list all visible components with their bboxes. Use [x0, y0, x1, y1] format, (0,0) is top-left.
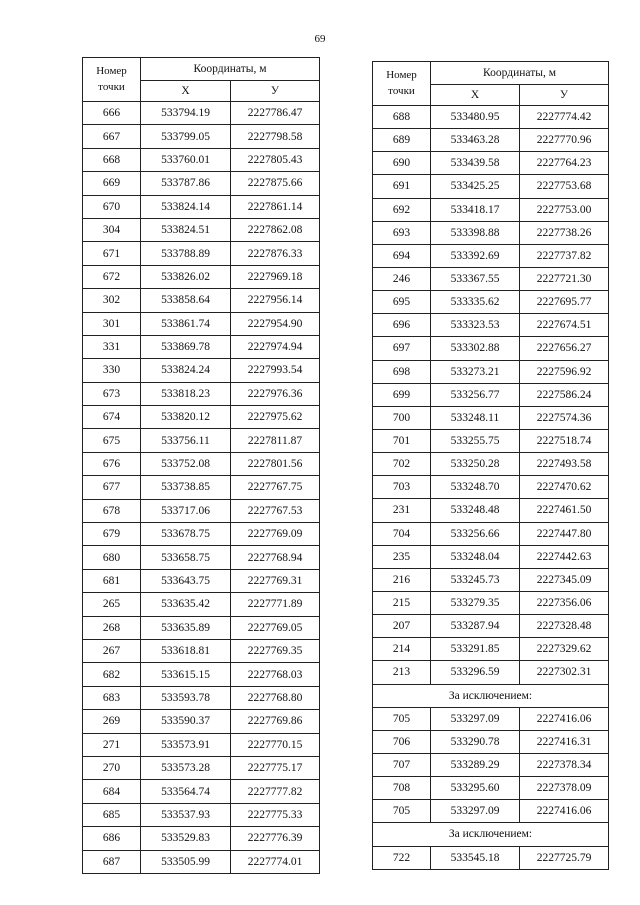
table-row — [83, 406, 320, 429]
cell-y: 2227378.34 — [520, 753, 609, 776]
cell-x: 533820.12 — [141, 406, 231, 429]
cell-x: 533752.08 — [141, 452, 231, 475]
cell-point-number: 688 — [373, 106, 431, 129]
table-row — [373, 800, 609, 823]
table-row — [373, 730, 609, 753]
cell-y: 2227737.82 — [520, 244, 609, 267]
cell-x: 533250.28 — [431, 453, 520, 476]
table-row — [83, 452, 320, 475]
table-row — [83, 827, 320, 850]
cell-point-number: 331 — [83, 335, 141, 358]
cell-y: 2227695.77 — [520, 291, 609, 314]
cell-y: 2227753.00 — [520, 198, 609, 221]
cell-x: 533537.93 — [141, 803, 231, 826]
cell-y: 2227976.36 — [231, 382, 320, 405]
cell-x: 533245.73 — [431, 568, 520, 591]
cell-y: 2227974.94 — [231, 335, 320, 358]
cell-x: 533824.51 — [141, 218, 231, 241]
cell-y: 2227774.42 — [520, 106, 609, 129]
cell-y: 2227771.89 — [231, 593, 320, 616]
table-row — [373, 337, 609, 360]
table-row — [373, 106, 609, 129]
cell-point-number: 689 — [373, 129, 431, 152]
cell-x: 533248.04 — [431, 545, 520, 568]
exclusion-note: За исключением: — [373, 684, 609, 707]
cell-y: 2227329.62 — [520, 638, 609, 661]
cell-y: 2227975.62 — [231, 406, 320, 429]
cell-point-number: 207 — [373, 615, 431, 638]
cell-x: 533248.48 — [431, 499, 520, 522]
cell-point-number: 683 — [83, 686, 141, 709]
table-row — [83, 218, 320, 241]
header-point-number-text: Номер точки — [96, 64, 127, 93]
header-point-number — [373, 62, 431, 106]
cell-x: 533794.19 — [141, 102, 231, 125]
cell-x: 533439.58 — [431, 152, 520, 175]
cell-point-number: 271 — [83, 733, 141, 756]
cell-x: 533367.55 — [431, 267, 520, 290]
cell-x: 533818.23 — [141, 382, 231, 405]
cell-point-number: 695 — [373, 291, 431, 314]
cell-y: 2227768.03 — [231, 663, 320, 686]
cell-point-number: 672 — [83, 265, 141, 288]
cell-x: 533392.69 — [431, 244, 520, 267]
cell-point-number: 703 — [373, 476, 431, 499]
header-x: Х — [431, 85, 520, 106]
cell-y: 2227769.31 — [231, 569, 320, 592]
table-row — [373, 198, 609, 221]
cell-x: 533418.17 — [431, 198, 520, 221]
cell-point-number: 669 — [83, 172, 141, 195]
cell-point-number: 302 — [83, 289, 141, 312]
cell-point-number: 692 — [373, 198, 431, 221]
cell-y: 2227764.23 — [520, 152, 609, 175]
cell-x: 533593.78 — [141, 686, 231, 709]
cell-point-number: 681 — [83, 569, 141, 592]
cell-x: 533678.75 — [141, 523, 231, 546]
table-row — [373, 707, 609, 730]
cell-point-number: 691 — [373, 175, 431, 198]
cell-point-number: 707 — [373, 753, 431, 776]
cell-x: 533290.78 — [431, 730, 520, 753]
cell-point-number: 268 — [83, 616, 141, 639]
cell-y: 2227767.53 — [231, 499, 320, 522]
cell-x: 533248.70 — [431, 476, 520, 499]
table-row — [373, 545, 609, 568]
cell-y: 2227586.24 — [520, 383, 609, 406]
cell-x: 533297.09 — [431, 707, 520, 730]
cell-point-number: 705 — [373, 800, 431, 823]
cell-x: 533256.77 — [431, 383, 520, 406]
table-row — [83, 289, 320, 312]
cell-y: 2227721.30 — [520, 267, 609, 290]
cell-x: 533635.89 — [141, 616, 231, 639]
cell-x: 533643.75 — [141, 569, 231, 592]
cell-x: 533826.02 — [141, 265, 231, 288]
cell-x: 533256.66 — [431, 522, 520, 545]
cell-point-number: 304 — [83, 218, 141, 241]
header-y: У — [231, 81, 320, 102]
cell-x: 533529.83 — [141, 827, 231, 850]
table-row — [83, 359, 320, 382]
cell-point-number: 685 — [83, 803, 141, 826]
cell-y: 2227775.33 — [231, 803, 320, 826]
table-row — [83, 125, 320, 148]
cell-point-number: 678 — [83, 499, 141, 522]
cell-x: 533590.37 — [141, 710, 231, 733]
table-row — [373, 499, 609, 522]
table-row — [373, 591, 609, 614]
table-row — [373, 291, 609, 314]
cell-y: 2227461.50 — [520, 499, 609, 522]
cell-point-number: 269 — [83, 710, 141, 733]
cell-y: 2227769.35 — [231, 639, 320, 662]
cell-y: 2227574.36 — [520, 406, 609, 429]
cell-point-number: 667 — [83, 125, 141, 148]
cell-x: 533760.01 — [141, 148, 231, 171]
cell-x: 533291.85 — [431, 638, 520, 661]
cell-y: 2227768.80 — [231, 686, 320, 709]
table-row — [83, 616, 320, 639]
cell-y: 2227862.08 — [231, 218, 320, 241]
cell-y: 2227805.43 — [231, 148, 320, 171]
table-row — [373, 383, 609, 406]
cell-point-number: 674 — [83, 406, 141, 429]
cell-y: 2227993.54 — [231, 359, 320, 382]
cell-y: 2227378.09 — [520, 777, 609, 800]
cell-point-number: 330 — [83, 359, 141, 382]
cell-y: 2227493.58 — [520, 453, 609, 476]
header-point-number — [83, 58, 141, 102]
cell-y: 2227442.63 — [520, 545, 609, 568]
cell-x: 533248.11 — [431, 406, 520, 429]
table-row — [373, 152, 609, 175]
cell-y: 2227774.01 — [231, 850, 320, 873]
cell-y: 2227798.58 — [231, 125, 320, 148]
cell-x: 533788.89 — [141, 242, 231, 265]
cell-point-number: 214 — [373, 638, 431, 661]
cell-point-number: 677 — [83, 476, 141, 499]
cell-x: 533615.15 — [141, 663, 231, 686]
cell-point-number: 267 — [83, 639, 141, 662]
cell-y: 2227328.48 — [520, 615, 609, 638]
table-row — [83, 569, 320, 592]
table-row — [83, 663, 320, 686]
cell-x: 533717.06 — [141, 499, 231, 522]
cell-x: 533658.75 — [141, 546, 231, 569]
cell-point-number: 671 — [83, 242, 141, 265]
table-row — [83, 382, 320, 405]
cell-y: 2227447.80 — [520, 522, 609, 545]
cell-y: 2227738.26 — [520, 221, 609, 244]
cell-y: 2227416.06 — [520, 800, 609, 823]
table-row — [373, 753, 609, 776]
cell-y: 2227775.17 — [231, 756, 320, 779]
cell-x: 533861.74 — [141, 312, 231, 335]
table-row — [373, 221, 609, 244]
cell-point-number: 246 — [373, 267, 431, 290]
cell-x: 533738.85 — [141, 476, 231, 499]
cell-y: 2227777.82 — [231, 780, 320, 803]
cell-y: 2227769.05 — [231, 616, 320, 639]
table-row — [83, 172, 320, 195]
table-row — [373, 267, 609, 290]
cell-y: 2227470.62 — [520, 476, 609, 499]
cell-point-number: 675 — [83, 429, 141, 452]
table-row — [83, 148, 320, 171]
table-row — [373, 314, 609, 337]
cell-y: 2227753.68 — [520, 175, 609, 198]
cell-point-number: 301 — [83, 312, 141, 335]
cell-point-number: 697 — [373, 337, 431, 360]
cell-point-number: 270 — [83, 756, 141, 779]
cell-x: 533824.24 — [141, 359, 231, 382]
cell-y: 2227786.47 — [231, 102, 320, 125]
cell-y: 2227875.66 — [231, 172, 320, 195]
cell-y: 2227769.86 — [231, 710, 320, 733]
cell-point-number: 690 — [373, 152, 431, 175]
header-x: Х — [141, 81, 231, 102]
table-row — [373, 661, 609, 684]
header-y: У — [520, 85, 609, 106]
cell-point-number: 705 — [373, 707, 431, 730]
cell-point-number: 231 — [373, 499, 431, 522]
table-row — [83, 780, 320, 803]
table-row — [373, 568, 609, 591]
cell-x: 533398.88 — [431, 221, 520, 244]
cell-point-number: 694 — [373, 244, 431, 267]
cell-y: 2227801.56 — [231, 452, 320, 475]
coordinates-table-right — [372, 61, 609, 870]
cell-point-number: 682 — [83, 663, 141, 686]
cell-x: 533295.60 — [431, 777, 520, 800]
cell-x: 533618.81 — [141, 639, 231, 662]
cell-point-number: 666 — [83, 102, 141, 125]
cell-x: 533564.74 — [141, 780, 231, 803]
table-row — [373, 615, 609, 638]
table-row — [373, 476, 609, 499]
cell-point-number: 699 — [373, 383, 431, 406]
table-row — [83, 499, 320, 522]
cell-x: 533463.28 — [431, 129, 520, 152]
cell-y: 2227416.31 — [520, 730, 609, 753]
cell-y: 2227768.94 — [231, 546, 320, 569]
cell-point-number: 216 — [373, 568, 431, 591]
cell-y: 2227596.92 — [520, 360, 609, 383]
table-row — [373, 360, 609, 383]
cell-x: 533480.95 — [431, 106, 520, 129]
cell-x: 533787.86 — [141, 172, 231, 195]
cell-x: 533297.09 — [431, 800, 520, 823]
header-point-number-text: Номер точки — [386, 68, 417, 97]
cell-y: 2227770.96 — [520, 129, 609, 152]
table-row — [83, 639, 320, 662]
table-row — [83, 546, 320, 569]
cell-x: 533425.25 — [431, 175, 520, 198]
cell-point-number: 213 — [373, 661, 431, 684]
cell-x: 533289.29 — [431, 753, 520, 776]
table-row — [83, 803, 320, 826]
table-row — [83, 756, 320, 779]
cell-y: 2227674.51 — [520, 314, 609, 337]
cell-point-number: 684 — [83, 780, 141, 803]
table-row — [83, 523, 320, 546]
cell-y: 2227956.14 — [231, 289, 320, 312]
table-row — [373, 846, 609, 869]
cell-point-number: 698 — [373, 360, 431, 383]
cell-x: 533302.88 — [431, 337, 520, 360]
cell-point-number: 673 — [83, 382, 141, 405]
table-row — [83, 265, 320, 288]
table-row — [83, 476, 320, 499]
table-row — [373, 638, 609, 661]
page-number: 69 — [314, 33, 326, 45]
cell-x: 533273.21 — [431, 360, 520, 383]
header-coordinates: Координаты, м — [141, 58, 320, 81]
exclusion-row — [373, 823, 609, 846]
cell-point-number: 700 — [373, 406, 431, 429]
cell-x: 533756.11 — [141, 429, 231, 452]
cell-x: 533279.35 — [431, 591, 520, 614]
cell-y: 2227811.87 — [231, 429, 320, 452]
cell-x: 533323.53 — [431, 314, 520, 337]
table-row — [373, 129, 609, 152]
table-row — [83, 312, 320, 335]
table-row — [373, 244, 609, 267]
cell-x: 533296.59 — [431, 661, 520, 684]
table-row — [373, 777, 609, 800]
cell-point-number: 265 — [83, 593, 141, 616]
cell-point-number: 706 — [373, 730, 431, 753]
cell-y: 2227969.18 — [231, 265, 320, 288]
cell-x: 533858.64 — [141, 289, 231, 312]
cell-y: 2227776.39 — [231, 827, 320, 850]
table-row — [373, 522, 609, 545]
cell-y: 2227656.27 — [520, 337, 609, 360]
cell-y: 2227769.09 — [231, 523, 320, 546]
cell-x: 533255.75 — [431, 429, 520, 452]
table-row — [83, 429, 320, 452]
exclusion-note: За исключением: — [373, 823, 609, 846]
cell-y: 2227767.75 — [231, 476, 320, 499]
cell-point-number: 668 — [83, 148, 141, 171]
cell-x: 533573.91 — [141, 733, 231, 756]
cell-point-number: 696 — [373, 314, 431, 337]
cell-x: 533824.14 — [141, 195, 231, 218]
cell-x: 533635.42 — [141, 593, 231, 616]
cell-point-number: 679 — [83, 523, 141, 546]
cell-x: 533545.18 — [431, 846, 520, 869]
cell-point-number: 702 — [373, 453, 431, 476]
cell-y: 2227954.90 — [231, 312, 320, 335]
cell-point-number: 686 — [83, 827, 141, 850]
cell-y: 2227302.31 — [520, 661, 609, 684]
cell-x: 533869.78 — [141, 335, 231, 358]
cell-y: 2227861.14 — [231, 195, 320, 218]
table-row — [83, 686, 320, 709]
table-row — [83, 733, 320, 756]
cell-point-number: 704 — [373, 522, 431, 545]
table-row — [373, 406, 609, 429]
cell-point-number: 676 — [83, 452, 141, 475]
cell-y: 2227416.06 — [520, 707, 609, 730]
table-row — [83, 593, 320, 616]
cell-y: 2227518.74 — [520, 429, 609, 452]
cell-point-number: 722 — [373, 846, 431, 869]
table-row — [83, 335, 320, 358]
cell-point-number: 680 — [83, 546, 141, 569]
table-row — [83, 195, 320, 218]
cell-point-number: 235 — [373, 545, 431, 568]
table-row — [373, 453, 609, 476]
cell-y: 2227876.33 — [231, 242, 320, 265]
cell-x: 533799.05 — [141, 125, 231, 148]
cell-x: 533505.99 — [141, 850, 231, 873]
cell-point-number: 215 — [373, 591, 431, 614]
cell-x: 533573.28 — [141, 756, 231, 779]
table-row — [83, 102, 320, 125]
cell-y: 2227725.79 — [520, 846, 609, 869]
cell-point-number: 693 — [373, 221, 431, 244]
table-row — [373, 429, 609, 452]
cell-x: 533287.94 — [431, 615, 520, 638]
table-row — [83, 850, 320, 873]
cell-point-number: 708 — [373, 777, 431, 800]
cell-x: 533335.62 — [431, 291, 520, 314]
cell-y: 2227345.09 — [520, 568, 609, 591]
cell-point-number: 687 — [83, 850, 141, 873]
table-row — [83, 710, 320, 733]
exclusion-row — [373, 684, 609, 707]
table-row — [83, 242, 320, 265]
cell-y: 2227356.06 — [520, 591, 609, 614]
header-coordinates: Координаты, м — [431, 62, 609, 85]
cell-y: 2227770.15 — [231, 733, 320, 756]
cell-point-number: 701 — [373, 429, 431, 452]
table-row — [373, 175, 609, 198]
coordinates-table-left — [82, 57, 320, 874]
cell-point-number: 670 — [83, 195, 141, 218]
